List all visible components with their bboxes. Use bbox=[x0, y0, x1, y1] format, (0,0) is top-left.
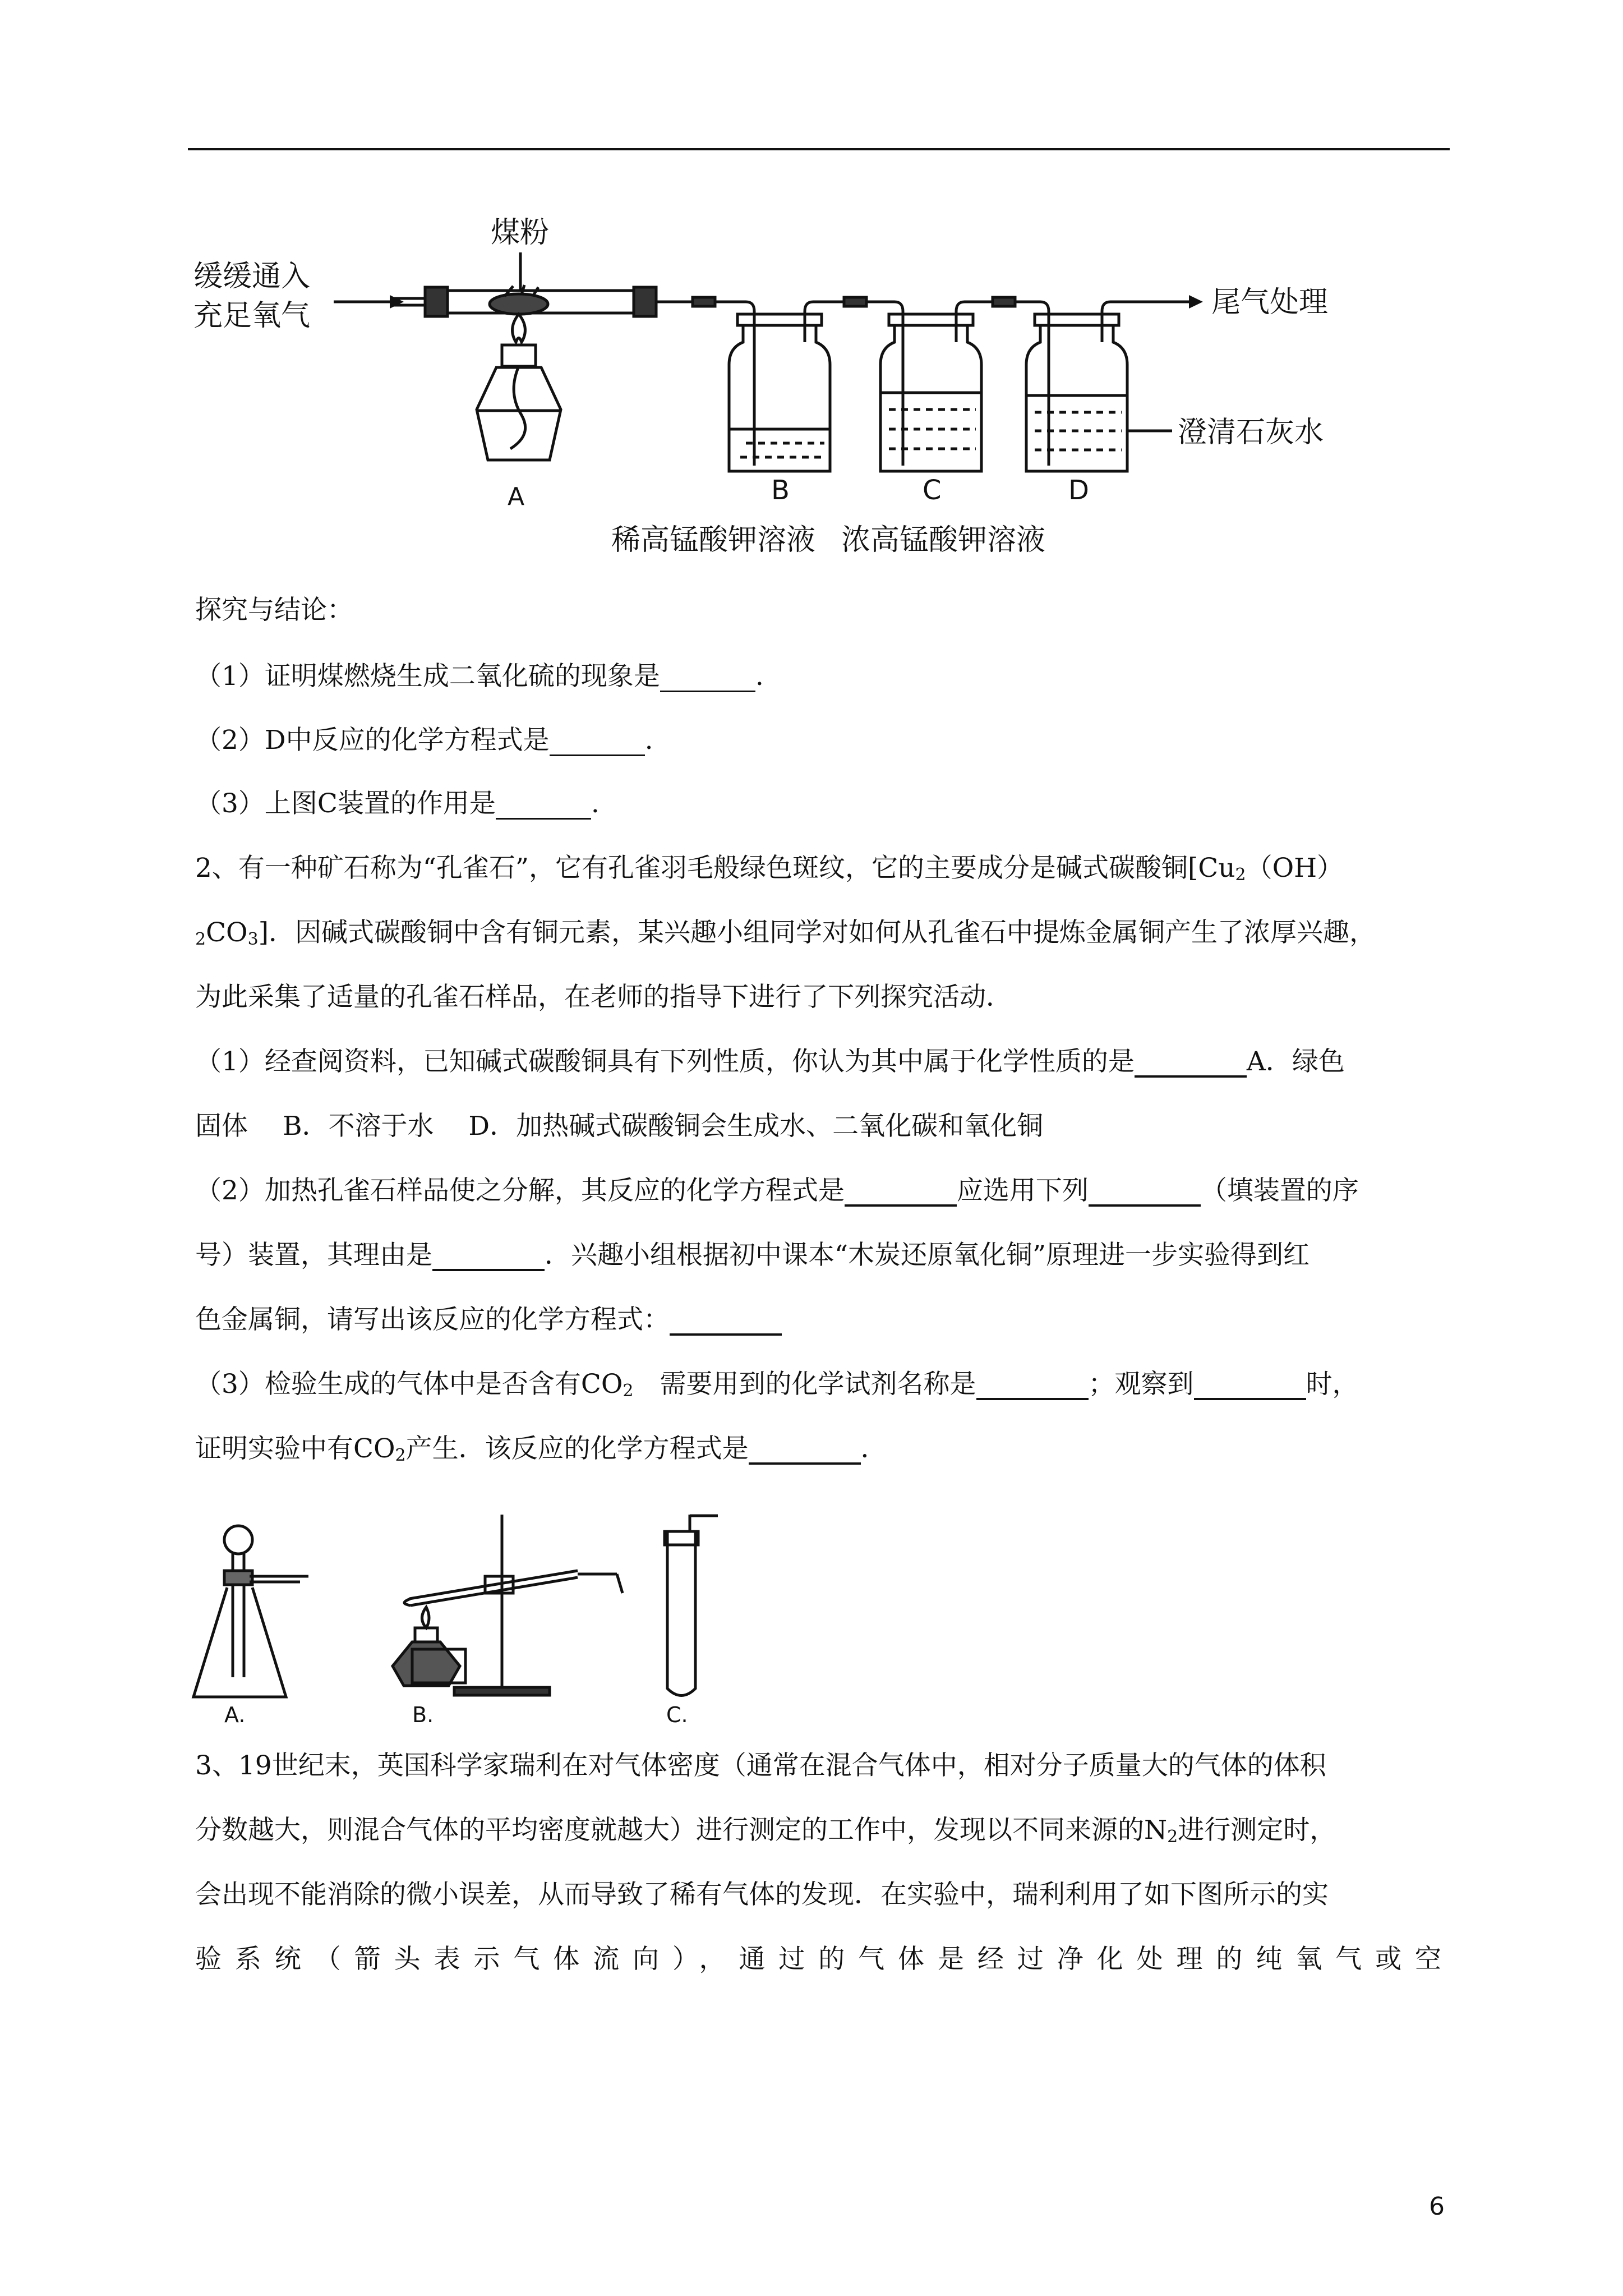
answer-blank[interactable] bbox=[432, 1244, 545, 1271]
header-rule bbox=[188, 148, 1450, 150]
exhaust-label: 尾气处理 bbox=[1211, 286, 1329, 319]
q2-p3-line1: （3）检验生成的气体中是否含有$CO_2$ 需要用到的化学试剂名称是 ；观察到 时， bbox=[195, 1369, 1359, 1401]
apparatus-figure-2 bbox=[191, 1509, 808, 1728]
conc-kmno4-label: 浓高锰酸钾溶液 bbox=[841, 523, 1046, 557]
answer-blank[interactable] bbox=[1089, 1180, 1201, 1207]
q3-line1: 3、19世纪末，英国科学家瑞利在对气体密度（通常在混合气体中，相对分子质量大的气体的体积 bbox=[195, 1750, 1326, 1781]
q3-line3: 会出现不能消除的微小误差，从而导致了稀有气体的发现．在实验中，瑞利利用了如下图所示的实 bbox=[195, 1879, 1329, 1910]
label-d: D bbox=[1068, 475, 1089, 506]
q2-p2-line1: （2）加热孔雀石样品使之分解，其反应的化学方程式是 应选用下列 （填装置的序 bbox=[195, 1175, 1359, 1206]
input-label-1: 缓缓通入 bbox=[193, 260, 311, 293]
q2-p2-line3: 色金属铜，请写出该反应的化学方程式： bbox=[195, 1304, 1447, 1336]
answer-blank[interactable] bbox=[1194, 1373, 1306, 1400]
q2-line1: 2、有一种矿石称为“孔雀石”，它有孔雀羽毛般绿色斑纹，它的主要成分是碱式碳酸铜[$Cu_2(OH)$ bbox=[195, 853, 1344, 885]
label-a: A. bbox=[224, 1703, 246, 1727]
answer-blank[interactable] bbox=[845, 1180, 957, 1207]
q2-line3: 为此采集了适量的孔雀石样品，在老师的指导下进行了下列探究活动． bbox=[195, 982, 1012, 1013]
label-b: B bbox=[771, 475, 790, 506]
q2-p1-line2: 固体 B．不溶于水 D．加热碱式碳酸铜会生成水、二氧化碳和氧化铜 bbox=[195, 1111, 1044, 1142]
q2-p1-line1: （1）经查阅资料，已知碱式碳酸铜具有下列性质，你认为其中属于化学性质的是 A．绿色 bbox=[195, 1046, 1345, 1077]
answer-blank[interactable] bbox=[660, 666, 755, 692]
q3-line4: 验系统（箭头表示气体流向），通过的气体是经过净化处理的纯氧气或空 bbox=[195, 1944, 1447, 1975]
input-label-2: 充足氧气 bbox=[193, 299, 311, 333]
answer-blank[interactable] bbox=[550, 730, 645, 756]
answer-blank[interactable] bbox=[749, 1438, 861, 1465]
q2-line2: $_2CO_3$]．因碱式碳酸铜中含有铜元素，某兴趣小组同学对如何从孔雀石中提炼金属铜产生了浓厚兴趣， bbox=[195, 917, 1376, 949]
apparatus-figure-1 bbox=[185, 208, 1363, 567]
dilute-kmno4-label: 稀高锰酸钾溶液 bbox=[611, 523, 816, 557]
limewater-label: 澄清石灰水 bbox=[1178, 416, 1324, 449]
page-number: 6 bbox=[1429, 2192, 1445, 2221]
answer-blank[interactable] bbox=[670, 1309, 782, 1336]
coal-label: 煤粉 bbox=[491, 216, 550, 250]
q1-part1: （1）证明煤燃烧生成二氧化硫的现象是 . bbox=[195, 661, 764, 692]
section-title: 探究与结论： bbox=[195, 595, 353, 625]
label-c: C bbox=[923, 475, 942, 506]
q2-p3-line2: 证明实验中有$CO_2$产生．该反应的化学方程式是 ． bbox=[195, 1433, 887, 1465]
label-c: C. bbox=[666, 1703, 688, 1727]
q2-p2-line2: 号）装置，其理由是 ．兴趣小组根据初中课本“木炭还原氧化铜”原理进一步实验得到红 bbox=[195, 1240, 1310, 1271]
q3-line2: 分数越大，则混合气体的平均密度就越大）进行测定的工作中，发现以不同来源的$N_2$进行测定时， bbox=[195, 1815, 1336, 1847]
q1-part3: （3）上图C装置的作用是 . bbox=[195, 788, 600, 819]
q1-part2: （2）D中反应的化学方程式是 . bbox=[195, 725, 653, 756]
answer-blank[interactable] bbox=[976, 1373, 1089, 1400]
label-b: B. bbox=[412, 1703, 434, 1727]
answer-blank[interactable] bbox=[496, 793, 591, 820]
label-a: A bbox=[508, 482, 525, 511]
answer-blank[interactable] bbox=[1135, 1051, 1247, 1078]
